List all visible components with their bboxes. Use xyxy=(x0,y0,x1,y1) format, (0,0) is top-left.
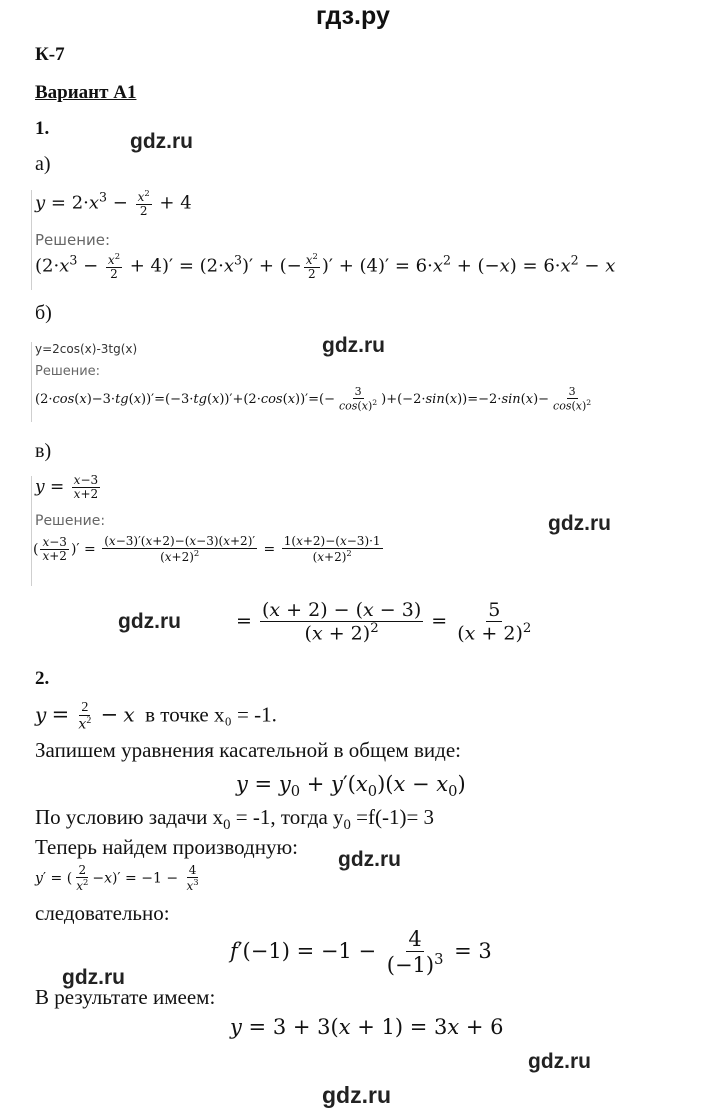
task1-v-label: в) xyxy=(35,440,52,462)
task1-b-reshenie: Решение: xyxy=(35,364,101,379)
task1-a-label: а) xyxy=(35,153,51,175)
task1-b-label: б) xyxy=(35,302,52,324)
task2-line2: Запишем уравнения касательной в общем виде: xyxy=(35,738,461,762)
watermark: gdz.ru xyxy=(548,512,611,535)
task1-a-solution: ($2\cdot x^3$ − $\frac{x^2}{2}$ + $4)' = (2\cdot x^3)'$ + (− $\frac{x^2}{2}$ )′ + $(4)' = 6\cdot x^2 + (-x) = 6\cdot x^2 - x$ xyxy=(35,251,616,282)
watermark: gdz.ru xyxy=(528,1050,591,1073)
task1-a-function: $y = 2\cdot x^3$ − $\frac{x^2}{2}$ + 4 xyxy=(35,188,192,219)
watermark: gdz.ru xyxy=(322,334,385,357)
task2-derivative: y′ = ( $\frac{2}{x^2}$ −x)′ = −1 − $\frac{4}{x^3}$ xyxy=(35,863,199,894)
task2-line5: следовательно: xyxy=(35,901,170,925)
task1-v-solution2: = $\frac{(x + 2) - (x - 3)}{(x + 2)^2}$ = $\frac{5}{(x + 2)^2}$ xyxy=(236,599,532,645)
watermark: gdz.ru xyxy=(338,848,401,871)
task1-v-reshenie: Решение: xyxy=(35,513,106,529)
task1-b-function: y=2cos(x)-3tg(x) xyxy=(35,342,138,356)
task1-b-solution: (2·cos(x)−3·tg(x))′=(−3·tg(x))′+(2·cos(x))′=(− $\frac{3}{\cos(x)^2}$ )+(−2·sin(x))=−2·sin(x)− $\frac{3}{\cos(x)^2}$ xyxy=(35,385,592,413)
task2-line4: Теперь найдем производную: xyxy=(35,835,298,859)
task2-fprime: f′(−1) = −1 − $\frac{4}{(-1)^3}$ = 3 xyxy=(230,927,492,978)
task1-v-solution1: ( $\frac{x-3}{x+2}$ )′ = $\frac{(x-3)'(x+2)-(x-3)(x+2)'}{(x+2)^2}$ = $\frac{1(x+2)-(x-3)\cdot 1}{(x+2)^2}$ xyxy=(33,534,381,565)
task2-line1: y = $\frac{2}{x^2}$ − x в точке x₀ = -1. xyxy=(35,700,277,734)
watermark: gdz.ru xyxy=(62,966,125,989)
watermark: gdz.ru xyxy=(118,610,181,633)
task2-line6: В результате имеем: xyxy=(35,985,216,1009)
site-title: гдз.ру xyxy=(316,2,390,30)
task2-point: в точке x₀ = -1. xyxy=(145,702,277,727)
task1-a-reshenie: Решение: xyxy=(35,231,111,249)
task2-number: 2. xyxy=(35,668,50,689)
task1-number: 1. xyxy=(35,118,50,139)
watermark: gdz.ru xyxy=(130,130,193,153)
variant-title: Вариант А1 xyxy=(35,82,137,103)
task2-result: y = 3 + 3(x + 1) = 3x + 6 xyxy=(230,1015,504,1039)
task2-line3: По условию задачи $x_0 = -1$, тогда $y_0 =f(-1)= 3$ xyxy=(35,805,435,834)
task2-tangent-formula: $y = y_0 + y'(x_0)(x - x_0)$ xyxy=(236,772,466,801)
task1-v-function: y = $\frac{x-3}{x+2}$ xyxy=(35,473,99,502)
work-code: К-7 xyxy=(35,44,65,65)
watermark-footer: gdz.ru xyxy=(322,1082,391,1108)
